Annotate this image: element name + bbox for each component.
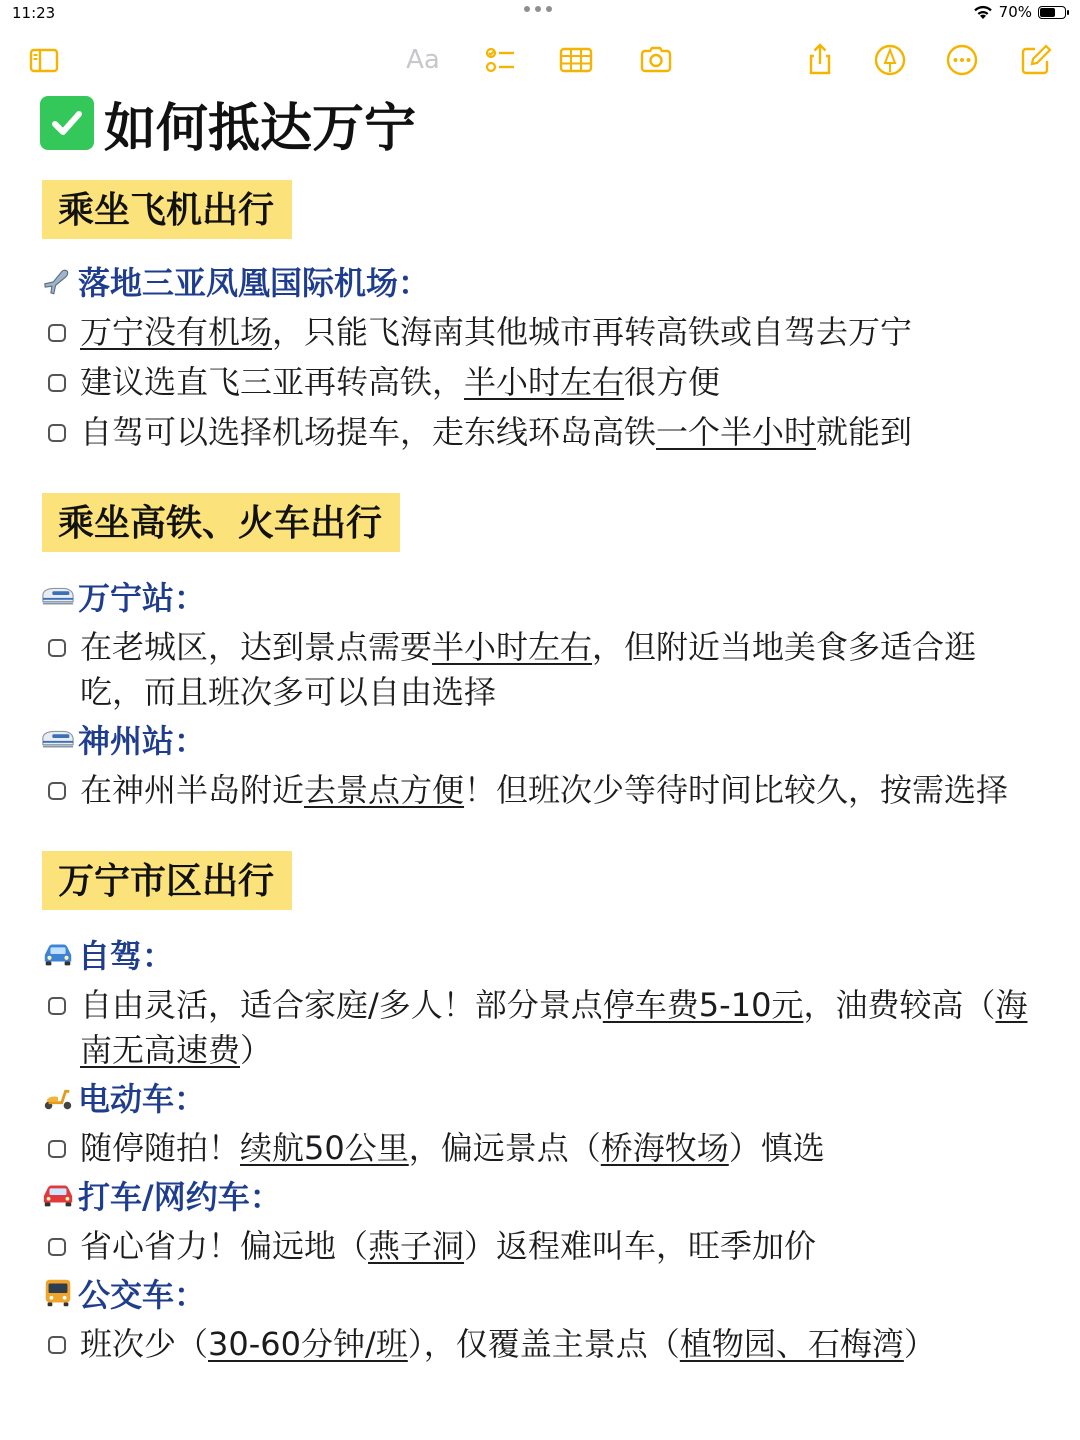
checklist-item[interactable] (40, 625, 1040, 715)
status-bar (0, 0, 1080, 28)
battery-icon (1038, 6, 1066, 19)
section-1 (40, 180, 1040, 455)
item-text: ，只能飞海南其他城市再转高铁或自驾去万宁 (272, 313, 913, 351)
checkbox[interactable] (48, 324, 66, 342)
section-3 (40, 851, 1040, 1367)
checkbox[interactable] (48, 1140, 66, 1158)
checklist-item[interactable] (40, 310, 1040, 355)
subheading-label: 电动车： (78, 1080, 207, 1118)
underlined-text: 植物园、石梅湾 (679, 1325, 904, 1363)
section-heading: 乘坐飞机出行 (42, 180, 292, 239)
battery-percent: 70% (998, 3, 1032, 21)
section-2 (40, 493, 1040, 813)
checkbox[interactable] (48, 782, 66, 800)
subheading (40, 1073, 1040, 1121)
subheading-label: 神州站： (78, 722, 207, 760)
underlined-text: 桥海牧场 (600, 1129, 729, 1167)
checklist-item[interactable] (40, 983, 1040, 1073)
checkbox[interactable] (48, 1336, 66, 1354)
item-text: 班次少（ (80, 1325, 209, 1363)
sidebar-toggle-icon[interactable] (24, 40, 64, 80)
underlined-text: 半小时左右 (432, 628, 593, 666)
checklist-item[interactable] (40, 768, 1040, 813)
item-text: 很方便 (624, 363, 721, 401)
subheading-label: 落地三亚凤凰国际机场： (78, 264, 431, 302)
section-heading: 乘坐高铁、火车出行 (42, 493, 400, 552)
item-text: 就能到 (816, 413, 913, 451)
item-text: ，偏远景点（ (408, 1129, 601, 1167)
section-heading: 万宁市区出行 (42, 851, 292, 910)
subheading-label: 公交车： (78, 1276, 207, 1314)
note-title-text: 如何抵达万宁 (104, 98, 417, 159)
checkbox[interactable] (48, 639, 66, 657)
item-text: 建议选直飞三亚再转高铁， (80, 363, 465, 401)
checklist-item[interactable] (40, 410, 1040, 455)
compose-icon[interactable] (1016, 40, 1056, 80)
item-text: ） (903, 1325, 936, 1363)
item-text: ！但班次少等待时间比较久，按需选择 (464, 771, 1009, 809)
underlined-text: 停车费5-10元 (602, 986, 804, 1024)
markup-pen-icon[interactable] (870, 40, 910, 80)
checkbox[interactable] (48, 1238, 66, 1256)
underlined-text: 30-60分钟/班 (208, 1325, 408, 1363)
item-text: ），仅覆盖主景点（ (407, 1325, 680, 1363)
underlined-text: 一个半小时 (656, 413, 817, 451)
bus-icon (40, 1275, 76, 1311)
underlined-text: 海南无高速费 (80, 986, 1028, 1069)
note-body[interactable] (40, 88, 1040, 1367)
subheading (40, 572, 1040, 620)
camera-icon[interactable] (636, 40, 676, 80)
subheading (40, 1171, 1040, 1219)
notes-toolbar (0, 36, 1080, 84)
item-text: 自驾可以选择机场提车，走东线环岛高铁 (80, 413, 657, 451)
underlined-text: 续航50公里 (240, 1129, 409, 1167)
checklist-item[interactable] (40, 1224, 1040, 1269)
subheading-label: 万宁站： (78, 579, 207, 617)
item-text: 随停随拍！ (80, 1129, 241, 1167)
item-text: 在神州半岛附近 (80, 771, 305, 809)
item-text: ） (240, 1031, 273, 1069)
subheading (40, 930, 1040, 978)
underlined-text: 去景点方便 (304, 771, 465, 809)
wifi-icon (973, 5, 993, 20)
underlined-text: 半小时左右 (464, 363, 625, 401)
text-format-button[interactable]: Aa (406, 45, 440, 75)
item-text: 自由灵活，适合家庭/多人！部分景点 (80, 986, 603, 1024)
train-icon (40, 578, 76, 614)
status-right (973, 3, 1066, 21)
checklist-icon[interactable] (480, 40, 520, 80)
subheading (40, 715, 1040, 763)
item-text: ）慎选 (728, 1129, 825, 1167)
underlined-text: 燕子洞 (368, 1227, 465, 1265)
note-title (40, 88, 1040, 158)
checkbox[interactable] (48, 997, 66, 1015)
item-text: ，油费较高（ (803, 986, 996, 1024)
item-text: ，但附近当地美食多适合逛吃，而且班次多可以自由选择 (80, 628, 977, 711)
multitasking-dots-icon[interactable] (524, 6, 552, 12)
checklist-item[interactable] (40, 1322, 1040, 1367)
subheading (40, 1269, 1040, 1317)
status-time: 11:23 (12, 4, 56, 22)
car-icon (40, 936, 76, 972)
item-text: ）返程难叫车，旺季加价 (464, 1227, 817, 1265)
subheading (40, 257, 1040, 305)
train-icon (40, 721, 76, 757)
checkbox[interactable] (48, 424, 66, 442)
item-text: 省心省力！偏远地（ (80, 1227, 369, 1265)
table-icon[interactable] (556, 40, 596, 80)
checklist-item[interactable] (40, 360, 1040, 405)
checkbox[interactable] (48, 374, 66, 392)
subheading-label: 自驾： (78, 937, 175, 975)
check-mark-icon (40, 96, 94, 150)
share-icon[interactable] (800, 40, 840, 80)
subheading-label: 打车/网约车： (78, 1178, 282, 1216)
underlined-text: 万宁没有机场 (80, 313, 273, 351)
taxi-icon (40, 1177, 76, 1213)
checklist-item[interactable] (40, 1126, 1040, 1171)
scooter-icon (40, 1079, 76, 1115)
airplane-icon (40, 263, 76, 299)
more-options-icon[interactable] (942, 40, 982, 80)
item-text: 在老城区，达到景点需要 (80, 628, 433, 666)
